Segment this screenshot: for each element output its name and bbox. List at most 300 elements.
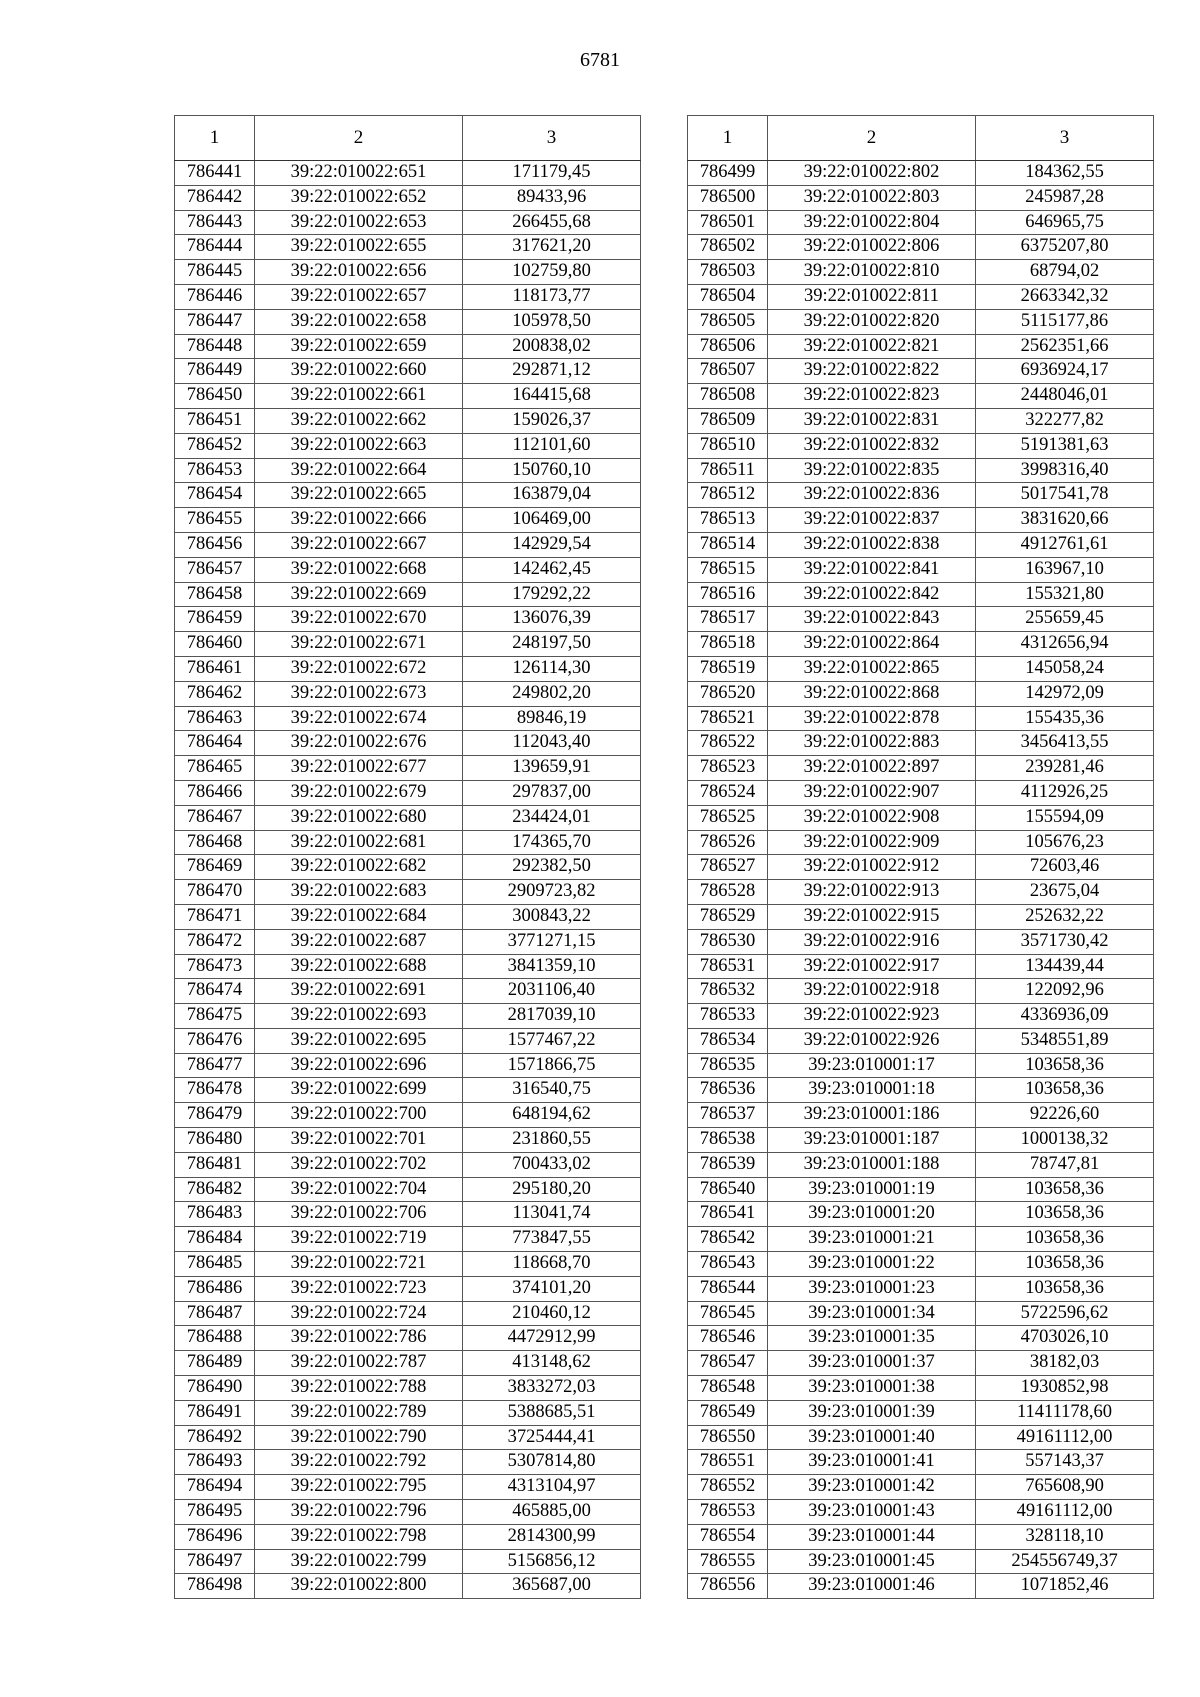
table-row — [175, 1475, 641, 1500]
cadastral-number-cell: 39:22:010022:682 — [255, 855, 463, 880]
table-row — [688, 309, 1154, 334]
row-number-cell: 786536 — [688, 1078, 768, 1103]
value-cell: 266455,68 — [463, 210, 641, 235]
row-number-cell: 786489 — [175, 1351, 255, 1376]
table-row — [688, 458, 1154, 483]
row-number-cell: 786479 — [175, 1103, 255, 1128]
value-cell: 2817039,10 — [463, 1004, 641, 1029]
value-cell: 254556749,37 — [976, 1549, 1154, 1574]
cadastral-number-cell: 39:22:010022:655 — [255, 235, 463, 260]
row-number-cell: 786537 — [688, 1103, 768, 1128]
cadastral-number-cell: 39:22:010022:657 — [255, 284, 463, 309]
row-number-cell: 786544 — [688, 1276, 768, 1301]
row-number-cell: 786547 — [688, 1351, 768, 1376]
cadastral-number-cell: 39:22:010022:820 — [768, 309, 976, 334]
row-number-cell: 786507 — [688, 359, 768, 384]
cadastral-number-cell: 39:22:010022:653 — [255, 210, 463, 235]
row-number-cell: 786478 — [175, 1078, 255, 1103]
cadastral-number-cell: 39:22:010022:878 — [768, 706, 976, 731]
cadastral-number-cell: 39:22:010022:668 — [255, 557, 463, 582]
cadastral-number-cell: 39:23:010001:17 — [768, 1053, 976, 1078]
row-number-cell: 786455 — [175, 508, 255, 533]
value-cell: 118668,70 — [463, 1252, 641, 1277]
row-number-cell: 786447 — [175, 309, 255, 334]
table-row — [175, 1500, 641, 1525]
table-row — [175, 1376, 641, 1401]
row-number-cell: 786550 — [688, 1425, 768, 1450]
row-number-cell: 786528 — [688, 880, 768, 905]
row-number-cell: 786464 — [175, 731, 255, 756]
row-number-cell: 786473 — [175, 954, 255, 979]
row-number-cell: 786505 — [688, 309, 768, 334]
cadastral-number-cell: 39:22:010022:792 — [255, 1450, 463, 1475]
right-table — [687, 115, 1154, 1599]
cadastral-number-cell: 39:22:010022:683 — [255, 880, 463, 905]
value-cell: 4312656,94 — [976, 632, 1154, 657]
table-row — [688, 756, 1154, 781]
value-cell: 136076,39 — [463, 607, 641, 632]
table-row — [688, 557, 1154, 582]
row-number-cell: 786496 — [175, 1524, 255, 1549]
cadastral-number-cell: 39:22:010022:841 — [768, 557, 976, 582]
cadastral-number-cell: 39:22:010022:681 — [255, 830, 463, 855]
row-number-cell: 786476 — [175, 1028, 255, 1053]
table-row — [688, 185, 1154, 210]
cadastral-number-cell: 39:22:010022:883 — [768, 731, 976, 756]
value-cell: 234424,01 — [463, 805, 641, 830]
table-row — [688, 1202, 1154, 1227]
row-number-cell: 786526 — [688, 830, 768, 855]
row-number-cell: 786556 — [688, 1574, 768, 1599]
table-row — [175, 830, 641, 855]
table-row — [688, 1028, 1154, 1053]
value-cell: 112043,40 — [463, 731, 641, 756]
table-row — [175, 384, 641, 409]
row-number-cell: 786551 — [688, 1450, 768, 1475]
row-number-cell: 786495 — [175, 1500, 255, 1525]
cadastral-number-cell: 39:22:010022:796 — [255, 1500, 463, 1525]
value-cell: 163967,10 — [976, 557, 1154, 582]
cadastral-number-cell: 39:22:010022:704 — [255, 1177, 463, 1202]
row-number-cell: 786543 — [688, 1252, 768, 1277]
cadastral-number-cell: 39:22:010022:788 — [255, 1376, 463, 1401]
table-row — [688, 161, 1154, 186]
row-number-cell: 786497 — [175, 1549, 255, 1574]
cadastral-number-cell: 39:22:010022:926 — [768, 1028, 976, 1053]
row-number-cell: 786487 — [175, 1301, 255, 1326]
value-cell: 103658,36 — [976, 1252, 1154, 1277]
row-number-cell: 786446 — [175, 284, 255, 309]
table-row — [688, 1152, 1154, 1177]
row-number-cell: 786519 — [688, 656, 768, 681]
value-cell: 5156856,12 — [463, 1549, 641, 1574]
cadastral-number-cell: 39:22:010022:693 — [255, 1004, 463, 1029]
value-cell: 1571866,75 — [463, 1053, 641, 1078]
cadastral-number-cell: 39:22:010022:790 — [255, 1425, 463, 1450]
left-table-body — [175, 116, 641, 1599]
table-row — [175, 1078, 641, 1103]
value-cell: 105676,23 — [976, 830, 1154, 855]
value-cell: 112101,60 — [463, 433, 641, 458]
row-number-cell: 786467 — [175, 805, 255, 830]
table-row — [175, 1276, 641, 1301]
table-row — [175, 1450, 641, 1475]
cadastral-number-cell: 39:22:010022:786 — [255, 1326, 463, 1351]
cadastral-number-cell: 39:22:010022:652 — [255, 185, 463, 210]
table-row — [688, 1078, 1154, 1103]
value-cell: 155321,80 — [976, 582, 1154, 607]
column-header-3: 3 — [976, 116, 1154, 161]
row-number-cell: 786509 — [688, 408, 768, 433]
table-row — [175, 582, 641, 607]
column-header-2: 2 — [255, 116, 463, 161]
value-cell: 2909723,82 — [463, 880, 641, 905]
value-cell: 245987,28 — [976, 185, 1154, 210]
cadastral-number-cell: 39:22:010022:909 — [768, 830, 976, 855]
row-number-cell: 786527 — [688, 855, 768, 880]
value-cell: 106469,00 — [463, 508, 641, 533]
cadastral-number-cell: 39:22:010022:666 — [255, 508, 463, 533]
row-number-cell: 786491 — [175, 1400, 255, 1425]
row-number-cell: 786552 — [688, 1475, 768, 1500]
table-row — [175, 1227, 641, 1252]
table-row — [688, 607, 1154, 632]
value-cell: 3456413,55 — [976, 731, 1154, 756]
table-row — [688, 979, 1154, 1004]
cadastral-number-cell: 39:22:010022:864 — [768, 632, 976, 657]
table-row — [175, 359, 641, 384]
cadastral-number-cell: 39:22:010022:831 — [768, 408, 976, 433]
table-row — [175, 334, 641, 359]
value-cell: 92226,60 — [976, 1103, 1154, 1128]
table-row — [175, 632, 641, 657]
table-row — [688, 433, 1154, 458]
row-number-cell: 786449 — [175, 359, 255, 384]
row-number-cell: 786485 — [175, 1252, 255, 1277]
table-row — [175, 1028, 641, 1053]
table-row — [175, 408, 641, 433]
value-cell: 89433,96 — [463, 185, 641, 210]
cadastral-number-cell: 39:23:010001:186 — [768, 1103, 976, 1128]
value-cell: 252632,22 — [976, 904, 1154, 929]
cadastral-number-cell: 39:22:010022:832 — [768, 433, 976, 458]
table-row — [688, 1004, 1154, 1029]
row-number-cell: 786460 — [175, 632, 255, 657]
value-cell: 1071852,46 — [976, 1574, 1154, 1599]
cadastral-number-cell: 39:22:010022:673 — [255, 681, 463, 706]
cadastral-number-cell: 39:22:010022:724 — [255, 1301, 463, 1326]
cadastral-number-cell: 39:22:010022:663 — [255, 433, 463, 458]
table-row — [175, 1004, 641, 1029]
cadastral-number-cell: 39:22:010022:667 — [255, 532, 463, 557]
value-cell: 3571730,42 — [976, 929, 1154, 954]
value-cell: 297837,00 — [463, 780, 641, 805]
row-number-cell: 786445 — [175, 260, 255, 285]
value-cell: 300843,22 — [463, 904, 641, 929]
cadastral-number-cell: 39:22:010022:706 — [255, 1202, 463, 1227]
cadastral-number-cell: 39:22:010022:795 — [255, 1475, 463, 1500]
value-cell: 122092,96 — [976, 979, 1154, 1004]
table-row — [688, 1574, 1154, 1599]
table-row — [175, 1053, 641, 1078]
table-row — [175, 880, 641, 905]
table-row — [175, 1425, 641, 1450]
value-cell: 239281,46 — [976, 756, 1154, 781]
table-row — [175, 706, 641, 731]
cadastral-number-cell: 39:22:010022:674 — [255, 706, 463, 731]
table-row — [175, 309, 641, 334]
cadastral-number-cell: 39:22:010022:907 — [768, 780, 976, 805]
row-number-cell: 786450 — [175, 384, 255, 409]
row-number-cell: 786492 — [175, 1425, 255, 1450]
value-cell: 150760,10 — [463, 458, 641, 483]
value-cell: 49161112,00 — [976, 1500, 1154, 1525]
row-number-cell: 786474 — [175, 979, 255, 1004]
row-number-cell: 786481 — [175, 1152, 255, 1177]
cadastral-number-cell: 39:22:010022:897 — [768, 756, 976, 781]
table-row — [175, 260, 641, 285]
cadastral-number-cell: 39:22:010022:865 — [768, 656, 976, 681]
value-cell: 2562351,66 — [976, 334, 1154, 359]
table-row — [175, 731, 641, 756]
value-cell: 184362,55 — [976, 161, 1154, 186]
value-cell: 5017541,78 — [976, 483, 1154, 508]
column-header-1: 1 — [688, 116, 768, 161]
table-row — [688, 235, 1154, 260]
row-number-cell: 786553 — [688, 1500, 768, 1525]
row-number-cell: 786461 — [175, 656, 255, 681]
value-cell: 200838,02 — [463, 334, 641, 359]
table-row — [688, 1524, 1154, 1549]
row-number-cell: 786448 — [175, 334, 255, 359]
row-number-cell: 786512 — [688, 483, 768, 508]
cadastral-number-cell: 39:22:010022:913 — [768, 880, 976, 905]
cadastral-number-cell: 39:22:010022:651 — [255, 161, 463, 186]
table-row — [175, 210, 641, 235]
cadastral-number-cell: 39:23:010001:43 — [768, 1500, 976, 1525]
value-cell: 1000138,32 — [976, 1128, 1154, 1153]
table-row — [688, 1301, 1154, 1326]
row-number-cell: 786463 — [175, 706, 255, 731]
cadastral-number-cell: 39:22:010022:810 — [768, 260, 976, 285]
table-row — [175, 607, 641, 632]
value-cell: 365687,00 — [463, 1574, 641, 1599]
row-number-cell: 786452 — [175, 433, 255, 458]
row-number-cell: 786508 — [688, 384, 768, 409]
row-number-cell: 786453 — [175, 458, 255, 483]
value-cell: 3833272,03 — [463, 1376, 641, 1401]
row-number-cell: 786499 — [688, 161, 768, 186]
table-row — [688, 855, 1154, 880]
table-row — [688, 408, 1154, 433]
value-cell: 155594,09 — [976, 805, 1154, 830]
cadastral-number-cell: 39:22:010022:799 — [255, 1549, 463, 1574]
cadastral-number-cell: 39:22:010022:679 — [255, 780, 463, 805]
row-number-cell: 786443 — [175, 210, 255, 235]
cadastral-number-cell: 39:22:010022:702 — [255, 1152, 463, 1177]
cadastral-number-cell: 39:22:010022:789 — [255, 1400, 463, 1425]
table-row — [175, 161, 641, 186]
value-cell: 2663342,32 — [976, 284, 1154, 309]
cadastral-number-cell: 39:22:010022:912 — [768, 855, 976, 880]
row-number-cell: 786504 — [688, 284, 768, 309]
row-number-cell: 786510 — [688, 433, 768, 458]
row-number-cell: 786554 — [688, 1524, 768, 1549]
cadastral-number-cell: 39:22:010022:719 — [255, 1227, 463, 1252]
cadastral-number-cell: 39:22:010022:823 — [768, 384, 976, 409]
cadastral-number-cell: 39:23:010001:44 — [768, 1524, 976, 1549]
table-row — [688, 681, 1154, 706]
table-row — [688, 904, 1154, 929]
table-row — [175, 557, 641, 582]
value-cell: 3771271,15 — [463, 929, 641, 954]
row-number-cell: 786516 — [688, 582, 768, 607]
cadastral-number-cell: 39:22:010022:806 — [768, 235, 976, 260]
table-row — [175, 805, 641, 830]
row-number-cell: 786477 — [175, 1053, 255, 1078]
table-row — [688, 830, 1154, 855]
row-number-cell: 786482 — [175, 1177, 255, 1202]
value-cell: 292871,12 — [463, 359, 641, 384]
row-number-cell: 786533 — [688, 1004, 768, 1029]
value-cell: 6375207,80 — [976, 235, 1154, 260]
row-number-cell: 786555 — [688, 1549, 768, 1574]
table-row — [688, 1103, 1154, 1128]
cadastral-number-cell: 39:23:010001:23 — [768, 1276, 976, 1301]
row-number-cell: 786475 — [175, 1004, 255, 1029]
value-cell: 134439,44 — [976, 954, 1154, 979]
row-number-cell: 786513 — [688, 508, 768, 533]
page-number: 6781 — [580, 49, 620, 71]
row-number-cell: 786523 — [688, 756, 768, 781]
value-cell: 171179,45 — [463, 161, 641, 186]
value-cell: 89846,19 — [463, 706, 641, 731]
value-cell: 317621,20 — [463, 235, 641, 260]
row-number-cell: 786454 — [175, 483, 255, 508]
value-cell: 4313104,97 — [463, 1475, 641, 1500]
table-row — [688, 805, 1154, 830]
value-cell: 1930852,98 — [976, 1376, 1154, 1401]
cadastral-number-cell: 39:22:010022:838 — [768, 532, 976, 557]
value-cell: 118173,77 — [463, 284, 641, 309]
value-cell: 179292,22 — [463, 582, 641, 607]
cadastral-number-cell: 39:22:010022:798 — [255, 1524, 463, 1549]
row-number-cell: 786545 — [688, 1301, 768, 1326]
value-cell: 3725444,41 — [463, 1425, 641, 1450]
row-number-cell: 786546 — [688, 1326, 768, 1351]
value-cell: 5115177,86 — [976, 309, 1154, 334]
row-number-cell: 786470 — [175, 880, 255, 905]
value-cell: 102759,80 — [463, 260, 641, 285]
table-row — [688, 929, 1154, 954]
row-number-cell: 786490 — [175, 1376, 255, 1401]
cadastral-number-cell: 39:22:010022:676 — [255, 731, 463, 756]
row-number-cell: 786459 — [175, 607, 255, 632]
cadastral-number-cell: 39:22:010022:688 — [255, 954, 463, 979]
value-cell: 5348551,89 — [976, 1028, 1154, 1053]
cadastral-number-cell: 39:22:010022:868 — [768, 681, 976, 706]
value-cell: 773847,55 — [463, 1227, 641, 1252]
table-row — [175, 1202, 641, 1227]
cadastral-number-cell: 39:23:010001:188 — [768, 1152, 976, 1177]
table-row — [175, 756, 641, 781]
left-table — [174, 115, 641, 1599]
cadastral-number-cell: 39:22:010022:843 — [768, 607, 976, 632]
cadastral-number-cell: 39:22:010022:680 — [255, 805, 463, 830]
value-cell: 103658,36 — [976, 1053, 1154, 1078]
value-cell: 11411178,60 — [976, 1400, 1154, 1425]
table-row — [688, 1425, 1154, 1450]
table-header-row — [175, 116, 641, 161]
row-number-cell: 786502 — [688, 235, 768, 260]
row-number-cell: 786484 — [175, 1227, 255, 1252]
row-number-cell: 786441 — [175, 161, 255, 186]
cadastral-number-cell: 39:22:010022:803 — [768, 185, 976, 210]
cadastral-number-cell: 39:22:010022:659 — [255, 334, 463, 359]
cadastral-number-cell: 39:22:010022:842 — [768, 582, 976, 607]
cadastral-number-cell: 39:22:010022:917 — [768, 954, 976, 979]
table-row — [688, 954, 1154, 979]
table-row — [688, 656, 1154, 681]
value-cell: 142972,09 — [976, 681, 1154, 706]
cadastral-number-cell: 39:23:010001:18 — [768, 1078, 976, 1103]
cadastral-number-cell: 39:22:010022:661 — [255, 384, 463, 409]
value-cell: 4703026,10 — [976, 1326, 1154, 1351]
table-row — [688, 632, 1154, 657]
value-cell: 6936924,17 — [976, 359, 1154, 384]
row-number-cell: 786466 — [175, 780, 255, 805]
value-cell: 103658,36 — [976, 1202, 1154, 1227]
cadastral-number-cell: 39:22:010022:918 — [768, 979, 976, 1004]
table-row — [175, 1549, 641, 1574]
value-cell: 765608,90 — [976, 1475, 1154, 1500]
value-cell: 465885,00 — [463, 1500, 641, 1525]
row-number-cell: 786494 — [175, 1475, 255, 1500]
value-cell: 316540,75 — [463, 1078, 641, 1103]
cadastral-number-cell: 39:23:010001:37 — [768, 1351, 976, 1376]
row-number-cell: 786511 — [688, 458, 768, 483]
cadastral-number-cell: 39:22:010022:915 — [768, 904, 976, 929]
value-cell: 295180,20 — [463, 1177, 641, 1202]
value-cell: 249802,20 — [463, 681, 641, 706]
cadastral-number-cell: 39:23:010001:19 — [768, 1177, 976, 1202]
value-cell: 231860,55 — [463, 1128, 641, 1153]
cadastral-number-cell: 39:22:010022:822 — [768, 359, 976, 384]
cadastral-number-cell: 39:22:010022:696 — [255, 1053, 463, 1078]
value-cell: 4912761,61 — [976, 532, 1154, 557]
table-row — [175, 954, 641, 979]
cadastral-number-cell: 39:22:010022:695 — [255, 1028, 463, 1053]
value-cell: 23675,04 — [976, 880, 1154, 905]
table-row — [175, 1574, 641, 1599]
value-cell: 2031106,40 — [463, 979, 641, 1004]
row-number-cell: 786540 — [688, 1177, 768, 1202]
value-cell: 113041,74 — [463, 1202, 641, 1227]
row-number-cell: 786442 — [175, 185, 255, 210]
table-row — [175, 1400, 641, 1425]
row-number-cell: 786529 — [688, 904, 768, 929]
value-cell: 413148,62 — [463, 1351, 641, 1376]
table-header-row — [688, 116, 1154, 161]
value-cell: 255659,45 — [976, 607, 1154, 632]
table-row — [175, 855, 641, 880]
cadastral-number-cell: 39:22:010022:800 — [255, 1574, 463, 1599]
cadastral-number-cell: 39:22:010022:671 — [255, 632, 463, 657]
value-cell: 145058,24 — [976, 656, 1154, 681]
value-cell: 103658,36 — [976, 1227, 1154, 1252]
row-number-cell: 786469 — [175, 855, 255, 880]
table-row — [688, 582, 1154, 607]
